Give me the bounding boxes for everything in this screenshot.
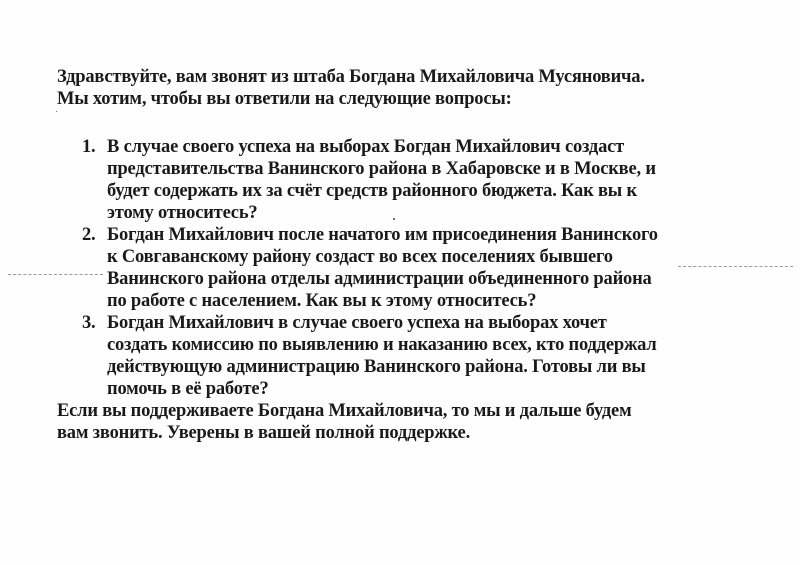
- question-item-2: [57, 224, 757, 312]
- question-text-line: Богдан Михайлович в случае своего успеха на выборах хочет: [107, 313, 607, 333]
- question-text-line: представительства Ванинского района в Хабаровске и в Москве, и: [107, 159, 656, 179]
- question-text-line: Богдан Михайлович после начатого им присоединения Ванинского: [107, 225, 658, 245]
- question-item-3: [57, 312, 757, 400]
- greeting-paragraph: [57, 66, 757, 110]
- questions-list: [57, 136, 757, 400]
- question-number: 3.: [82, 313, 96, 333]
- question-text-line: создать комиссию по выявлению и наказанию всех, кто поддержал: [107, 335, 657, 355]
- question-text-line: помочь в её работе?: [107, 379, 269, 399]
- question-number: 2.: [82, 225, 96, 245]
- question-text-line: Ванинского района отделы администрации объединенного района: [107, 269, 652, 289]
- document-body: [57, 66, 757, 444]
- greeting-line: Здравствуйте, вам звонят из штаба Богдана Михайловича Мусяновича.: [57, 67, 645, 87]
- question-text-line: по работе с населением. Как вы к этому относитесь?: [107, 291, 537, 311]
- question-text-line: В случае своего успеха на выборах Богдан Михайлович создаст: [107, 137, 625, 157]
- question-item-1: [57, 136, 757, 224]
- question-text-line: этому относитесь?: [107, 203, 258, 223]
- question-text-line: будет содержать их за счёт средств районного бюджета. Как вы к: [107, 181, 637, 201]
- question-text-line: действующую администрацию Ванинского района. Готовы ли вы: [107, 357, 646, 377]
- closing-line: Если вы поддерживаете Богдана Михайловича, то мы и дальше будем: [57, 401, 632, 421]
- closing-line: вам звонить. Уверены в вашей полной поддержке.: [57, 423, 470, 443]
- closing-paragraph: [57, 400, 757, 444]
- greeting-line: Мы хотим, чтобы вы ответили на следующие вопросы:: [57, 89, 512, 109]
- question-text-line: к Совгаванскому району создаст во всех поселениях бывшего: [107, 247, 613, 267]
- question-number: 1.: [82, 137, 96, 157]
